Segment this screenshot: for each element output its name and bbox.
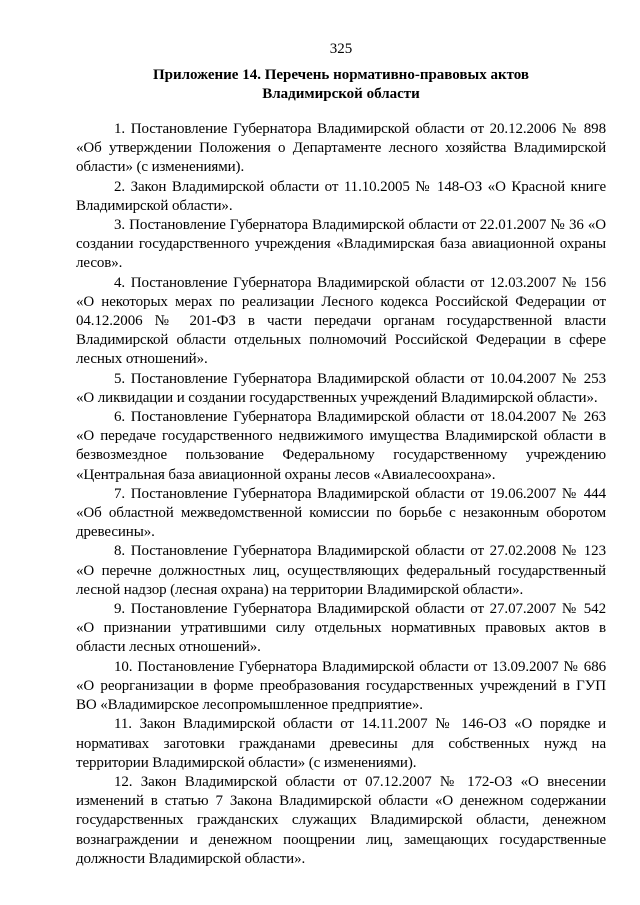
- list-item: 11. Закон Владимирской области от 14.11.2007 № 146-ОЗ «О порядке и нормативах заготовки гражданами древесины для собственных нужд на территории Владимирской области» (с изменениями).: [76, 716, 606, 771]
- title-line-1: Приложение 14. Перечень нормативно-правовых актов: [152, 67, 530, 83]
- page-number: 325: [329, 41, 353, 57]
- list-item: 8. Постановление Губернатора Владимирской области от 27.02.2008 № 123 «О перечне должностных лиц, осуществляющих федеральный государственный лесной надзор (лесная охрана) на территории Владимирской области».: [76, 543, 606, 598]
- list-item: 9. Постановление Губернатора Владимирской области от 27.07.2007 № 542 «О признании утратившими силу отдельных нормативных правовых актов в области лесных отношений».: [76, 601, 606, 656]
- list-item: 10. Постановление Губернатора Владимирской области от 13.09.2007 № 686 «О реорганизации в форме преобразования государственных учреждений в ГУП ВО «Владимирское лесопромышленное предприятие».: [76, 658, 606, 714]
- list-item: 5. Постановление Губернатора Владимирской области от 10.04.2007 № 253 «О ликвидации и создании государственных учреждений Владимирской области».: [76, 370, 606, 406]
- list-item: 1. Постановление Губернатора Владимирской области от 20.12.2006 № 898 «Об утверждении Положения о Департаменте лесного хозяйства Владимирской области» (с изменениями).: [76, 121, 606, 176]
- list-item: 6. Постановление Губернатора Владимирской области от 18.04.2007 № 263 «О передаче государственного недвижимого имущества Владимирской области в безвозмездное пользование Федеральному государственному учреждению «Центральная база авиационной охраны лесов «Авиалесоохрана».: [76, 409, 606, 483]
- title-line-2: Владимирской области: [262, 86, 420, 102]
- list-item: 2. Закон Владимирской области от 11.10.2005 № 148-ОЗ «О Красной книге Владимирской области».: [76, 178, 606, 214]
- document-title: [76, 66, 606, 104]
- list-item: 3. Постановление Губернатора Владимирской области от 22.01.2007 № 36 «О создании государственного учреждения «Владимирская база авиационной охраны лесов».: [76, 217, 606, 272]
- list-item: 4. Постановление Губернатора Владимирской области от 12.03.2007 № 156 «О некоторых мерах по реализации Лесного кодекса Российской Федерации от 04.12.2006 № 201-ФЗ в части передачи органам государственной власти Владимирской области отдельных полномочий Российской Федерации в сфере лесных отношений».: [76, 274, 606, 368]
- list-item: 12. Закон Владимирской области от 07.12.2007 № 172-ОЗ «О внесении изменений в статью 7 Закона Владимирской области «О денежном содержании государственных гражданских служащих Владимирской области, денежном вознаграждении и денежном поощрении лиц, замещающих государственные должности Владимирской области».: [76, 773, 606, 867]
- legal-acts-list: [76, 120, 606, 869]
- list-item: 7. Постановление Губернатора Владимирской области от 19.06.2007 № 444 «Об областной межведомственной комиссии по борьбе с незаконным оборотом древесины».: [76, 485, 606, 541]
